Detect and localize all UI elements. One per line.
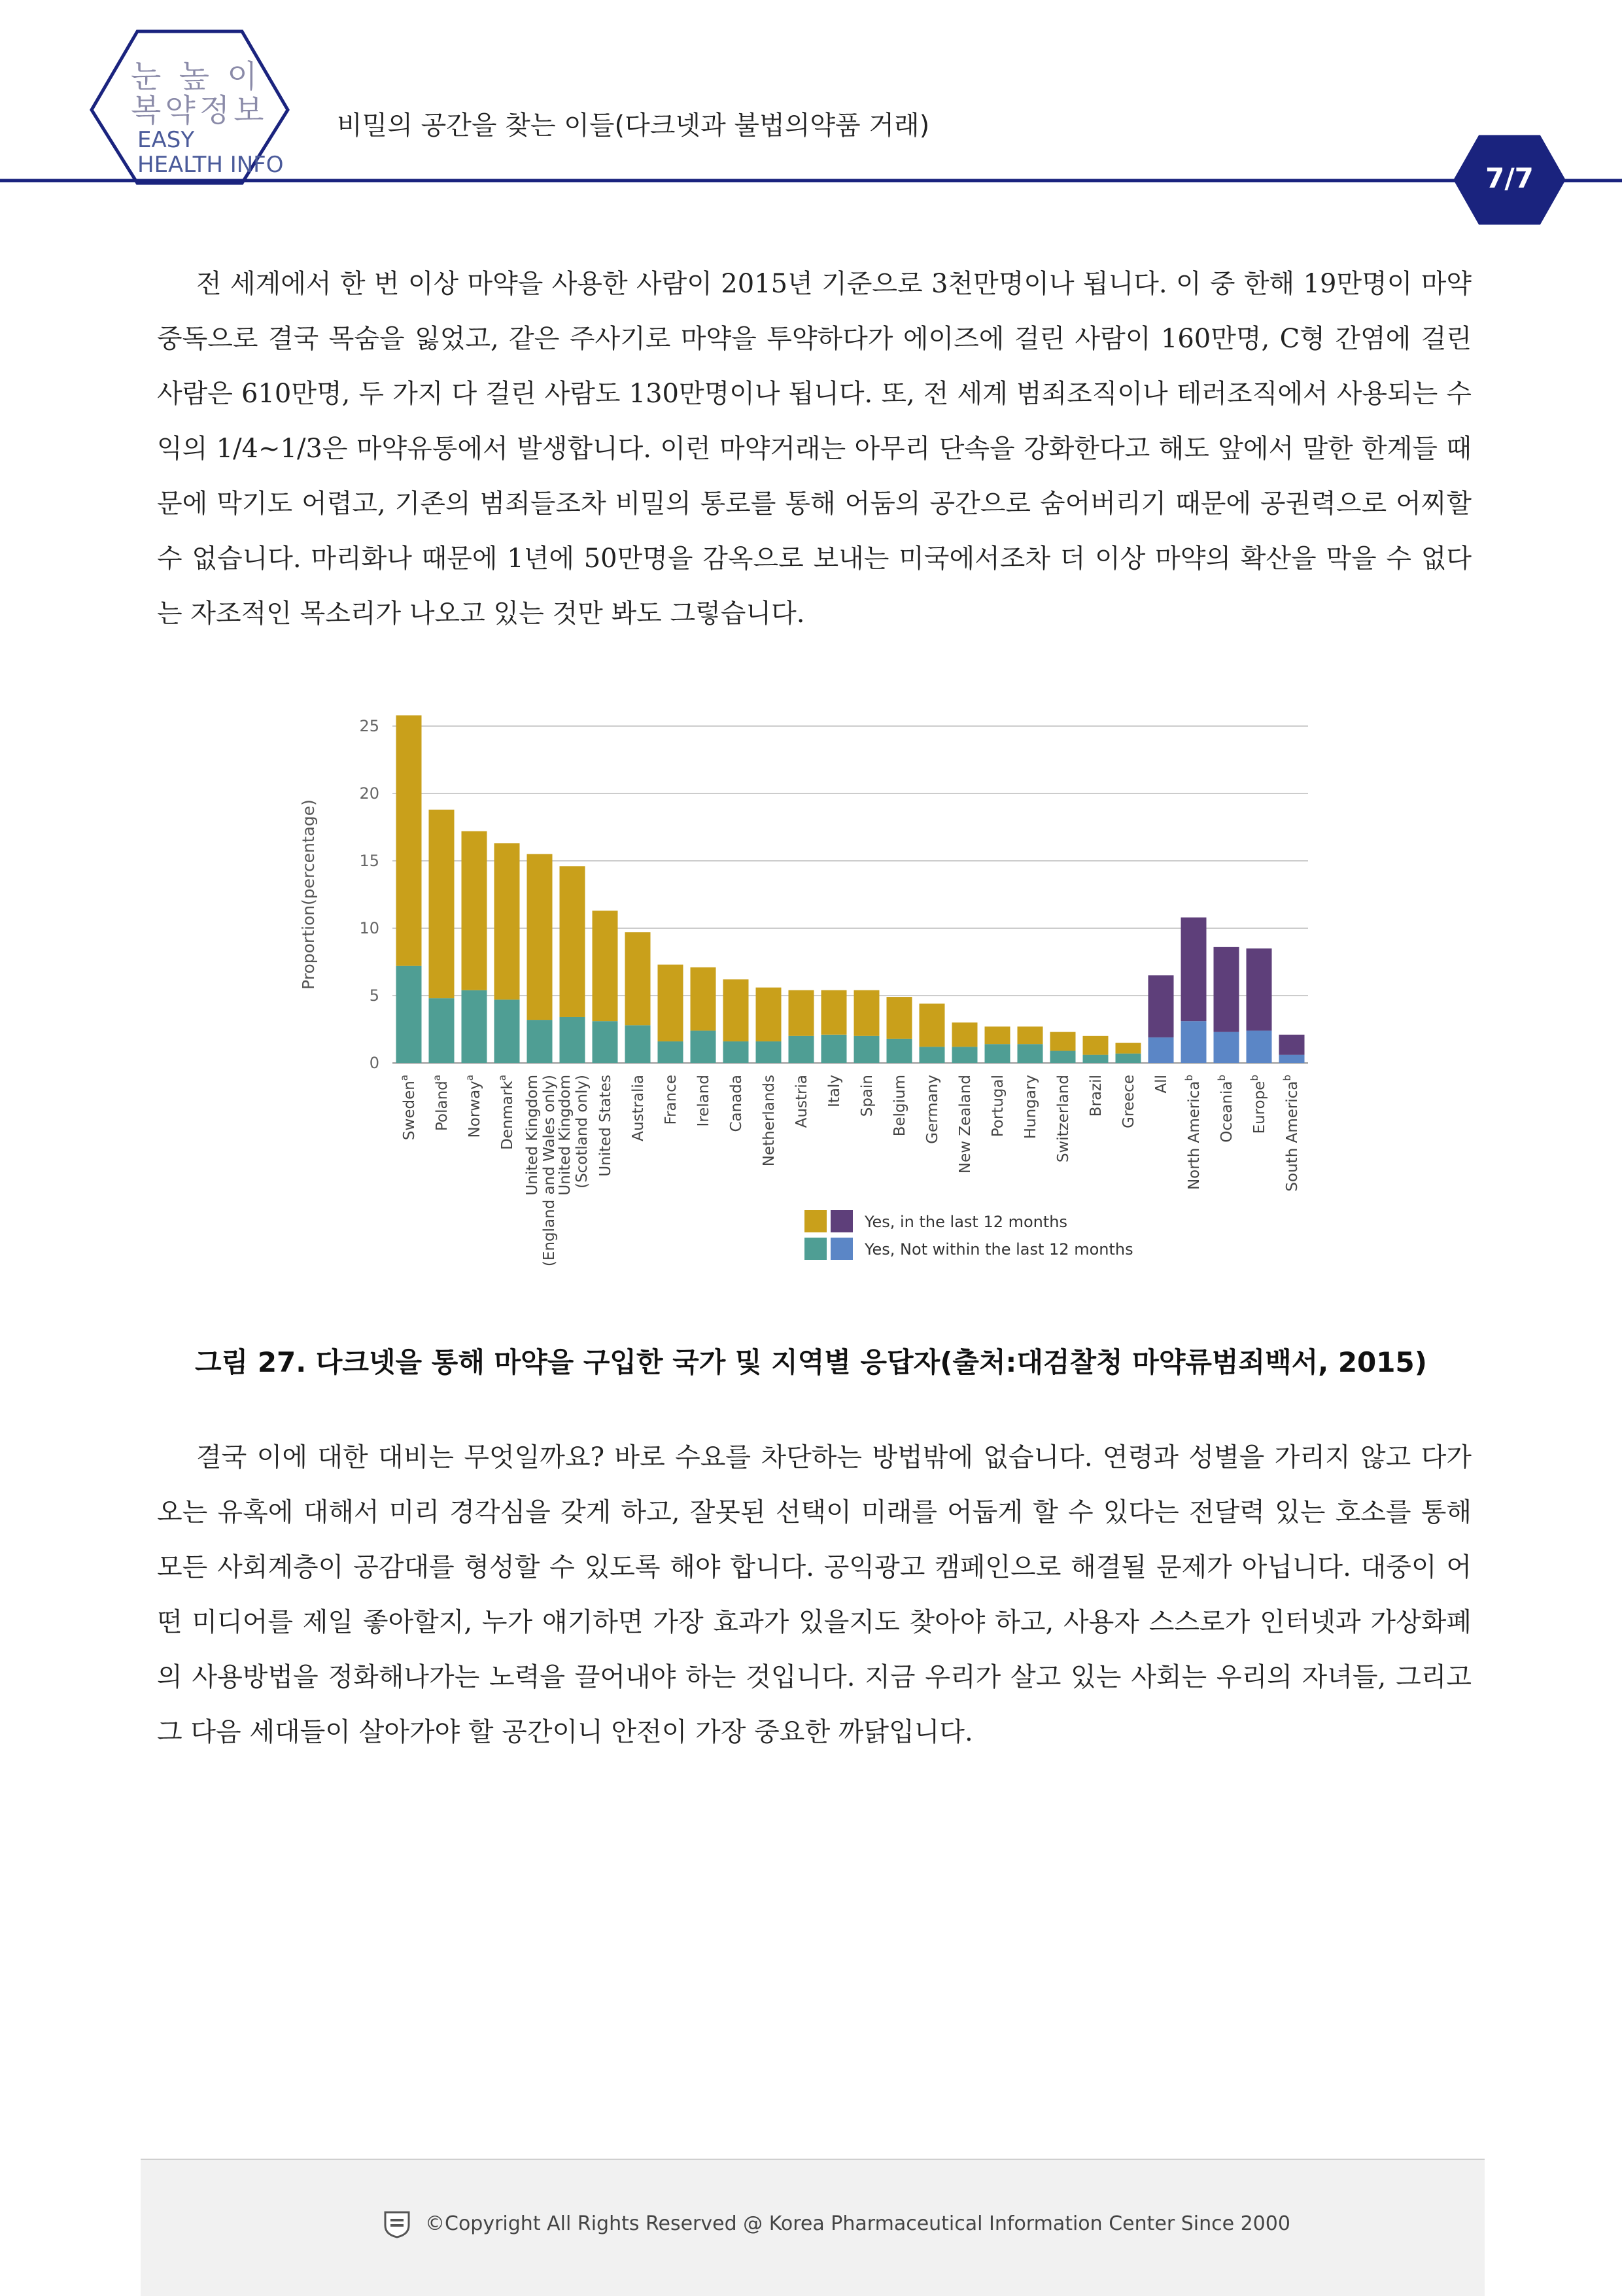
bar-segment-not-last-12-months [1247, 1031, 1272, 1063]
bar-segment-last-12-months [1116, 1043, 1141, 1053]
bar-segment-last-12-months [658, 965, 683, 1041]
x-category-label: Greece [1120, 1075, 1137, 1128]
bar-segment-not-last-12-months [527, 1020, 553, 1063]
bar-segment-not-last-12-months [887, 1039, 912, 1063]
bar-segment-last-12-months [1214, 947, 1239, 1032]
bar-segment-not-last-12-months [625, 1025, 651, 1063]
legend-label: Yes, Not within the last 12 months [865, 1240, 1133, 1259]
bar-segment-last-12-months [527, 854, 553, 1020]
page-header [0, 0, 1622, 235]
bar-segment-last-12-months [625, 932, 651, 1025]
bar-segment-last-12-months [952, 1022, 978, 1047]
bar-segment-not-last-12-months [1148, 1037, 1174, 1063]
bar-segment-not-last-12-months [429, 998, 455, 1063]
x-category-label: United Kingdom(England and Wales only) [524, 1075, 558, 1267]
bar-segment-not-last-12-months [952, 1047, 978, 1063]
bar-segment-not-last-12-months [854, 1036, 880, 1063]
x-category-label: North America$^b$ [1183, 1075, 1203, 1191]
bar-segment-not-last-12-months [1050, 1051, 1076, 1063]
page-footer [141, 2159, 1485, 2296]
x-category-label: Ireland [695, 1075, 712, 1127]
y-tick-label: 5 [369, 986, 379, 1005]
x-category-label: Oceania$^b$ [1216, 1075, 1235, 1143]
x-category-label: Australia [630, 1075, 647, 1141]
x-category-label: Portugal [990, 1075, 1007, 1138]
bar-segment-last-12-months [494, 843, 520, 1000]
bar-segment-last-12-months [1279, 1035, 1305, 1055]
x-category-label: Spain [859, 1075, 876, 1117]
bar-segment-not-last-12-months [1116, 1054, 1141, 1063]
logo-english-line2: HEALTH INFO [137, 152, 284, 178]
bar-segment-not-last-12-months [723, 1041, 749, 1063]
x-category-label: All [1153, 1075, 1170, 1094]
shield-logo-icon [383, 2210, 411, 2238]
bar-segment-not-last-12-months [494, 1000, 520, 1063]
copyright-text: ©Copyright All Rights Reserved @ Korea Pharmaceutical Information Center Since 2000 [425, 2212, 1290, 2235]
bar-segment-last-12-months [560, 866, 585, 1017]
y-tick-label: 20 [359, 784, 379, 803]
y-tick-label: 10 [359, 919, 379, 937]
bar-segment-not-last-12-months [1018, 1044, 1043, 1063]
x-category-label: Brazil [1088, 1075, 1105, 1117]
bar-segment-last-12-months [1050, 1032, 1076, 1051]
bar-segment-not-last-12-months [789, 1036, 814, 1063]
x-category-label: Germany [924, 1075, 941, 1144]
bar-segment-not-last-12-months [756, 1041, 782, 1063]
bar-segment-not-last-12-months [1214, 1032, 1239, 1063]
y-tick-label: 15 [359, 852, 379, 870]
y-tick-label: 0 [369, 1054, 379, 1072]
document-title: 비밀의 공간을 찾는 이들(다크넷과 불법의약품 거래) [337, 111, 930, 141]
x-category-label: Austria [793, 1075, 810, 1128]
x-category-label: Canada [728, 1075, 745, 1132]
page-number: 7/7 [1485, 162, 1534, 194]
bar-segment-not-last-12-months [1083, 1055, 1109, 1063]
bar-segment-last-12-months [1148, 975, 1174, 1037]
bar-segment-last-12-months [593, 911, 618, 1021]
x-category-label: Netherlands [761, 1075, 778, 1167]
body-paragraph-1: 전 세계에서 한 번 이상 마약을 사용한 사람이 2015년 기준으로 3천만명이나 됩니다. 이 중 한해 19만명이 마약중독으로 결국 목숨을 잃었고, 같은 주사기로 마약을 투약하다가 에이즈에 걸린 사람이 160만명, C형 간염에 걸린 사람은 610만명, 두 가지 다 걸린 사람도 130만명이나 됩니다. 또, 전 세계 범죄조직이나 테러조직에서 사용되는 수익의 1/4~1/3은 마약유통에서 발생합니다. 이런 마약거래는 아무리 단속을 강화한다고 해도 앞에서 말한 한계들 때문에 막기도 어렵고, 기존의 범죄들조차 비밀의 통로를 통해 어둠의 공간으로 숨어버리기 때문에 공권력으로 어찌할 수 없습니다. 마리화나 때문에 1년에 50만명을 감옥으로 보내는 미국에서조차 더 이상 마약의 확산을 막을 수 없다는 자조적인 목소리가 나오고 있는 것만 봐도 그렇습니다. [157, 269, 1472, 629]
legend-swatch [804, 1238, 827, 1260]
bar-segment-last-12-months [1247, 948, 1272, 1031]
x-category-label: Europe$^b$ [1249, 1075, 1268, 1134]
figure-caption: 그림 27. 다크넷을 통해 마약을 구입한 국가 및 지역별 응답자(출처:대검찰청 마약류범죄백서, 2015) [195, 1346, 1427, 1378]
x-category-label: Belgium [891, 1075, 908, 1137]
bar-segment-not-last-12-months [396, 966, 422, 1063]
bar-segment-not-last-12-months [821, 1035, 847, 1063]
y-axis-label: Proportion(percentage) [299, 799, 318, 990]
legend-swatch [831, 1238, 853, 1260]
x-category-label: United Kingdom(Scotland only) [557, 1075, 591, 1196]
x-category-label: Switzerland [1055, 1075, 1072, 1163]
figure-chart [288, 700, 1334, 1289]
bar-segment-last-12-months [756, 988, 782, 1041]
bar-segment-last-12-months [723, 979, 749, 1041]
bar-segment-not-last-12-months [1181, 1021, 1207, 1063]
bar-segment-last-12-months [1181, 918, 1207, 1022]
bar-segment-last-12-months [462, 831, 487, 990]
bar-segment-last-12-months [1018, 1026, 1043, 1044]
x-category-label: United States [597, 1075, 614, 1177]
x-category-label: Sweden$^a$ [398, 1075, 418, 1141]
x-category-label: Poland$^a$ [431, 1075, 451, 1131]
x-category-label: France [663, 1075, 680, 1125]
body-paragraph-2: 결국 이에 대한 대비는 무엇일까요? 바로 수요를 차단하는 방법밖에 없습니다. 연령과 성별을 가리지 않고 다가오는 유혹에 대해서 미리 경각심을 갖게 하고, 잘못된 선택이 미래를 어둡게 할 수 있다는 전달력 있는 호소를 통해 모든 사회계층이 공감대를 형성할 수 있도록 해야 합니다. 공익광고 캠페인으로 해결될 문제가 아닙니다. 대중이 어떤 미디어를 제일 좋아할지, 누가 얘기하면 가장 효과가 있을지도 찾아야 하고, 사용자 스스로가 인터넷과 가상화폐의 사용방법을 정화해나가는 노력을 끌어내야 하는 것입니다. 지금 우리가 살고 있는 사회는 우리의 자녀들, 그리고 그 다음 세대들이 살아가야 할 공간이니 안전이 가장 중요한 까닭입니다. [157, 1442, 1472, 1747]
y-tick-label: 25 [359, 717, 379, 735]
bar-segment-not-last-12-months [691, 1031, 716, 1063]
bar-segment-not-last-12-months [593, 1021, 618, 1063]
x-category-label: Italy [826, 1075, 843, 1107]
bar-segment-last-12-months [887, 997, 912, 1039]
bar-segment-last-12-months [429, 810, 455, 998]
logo-english-line1: EASY [137, 127, 195, 153]
legend-swatch [831, 1210, 853, 1232]
bar-segment-last-12-months [821, 990, 847, 1035]
bar-segment-not-last-12-months [462, 990, 487, 1063]
bar-segment-last-12-months [396, 716, 422, 966]
x-category-label: Norway$^a$ [464, 1075, 483, 1138]
bar-segment-last-12-months [854, 990, 880, 1036]
logo-korean-line1: 눈 높 이 [131, 58, 262, 95]
x-category-label: South America$^b$ [1281, 1075, 1301, 1192]
legend-swatch [804, 1210, 827, 1232]
bar-segment-not-last-12-months [658, 1041, 683, 1063]
legend-label: Yes, in the last 12 months [865, 1213, 1068, 1231]
bar-segment-last-12-months [920, 1003, 945, 1047]
bar-segment-last-12-months [789, 990, 814, 1036]
bar-segment-last-12-months [1083, 1036, 1109, 1055]
bar-segment-not-last-12-months [560, 1017, 585, 1063]
bar-segment-last-12-months [691, 967, 716, 1031]
bar-segment-not-last-12-months [920, 1047, 945, 1063]
x-category-label: New Zealand [957, 1075, 974, 1174]
bar-segment-not-last-12-months [985, 1044, 1010, 1063]
x-category-label: Hungary [1022, 1075, 1039, 1139]
stacked-bar-chart [288, 700, 1334, 1289]
bar-segment-last-12-months [985, 1026, 1010, 1044]
bar-segment-not-last-12-months [1279, 1055, 1305, 1063]
logo-korean-line2: 복약정보 [131, 92, 268, 129]
x-category-label: Denmark$^a$ [496, 1075, 516, 1150]
